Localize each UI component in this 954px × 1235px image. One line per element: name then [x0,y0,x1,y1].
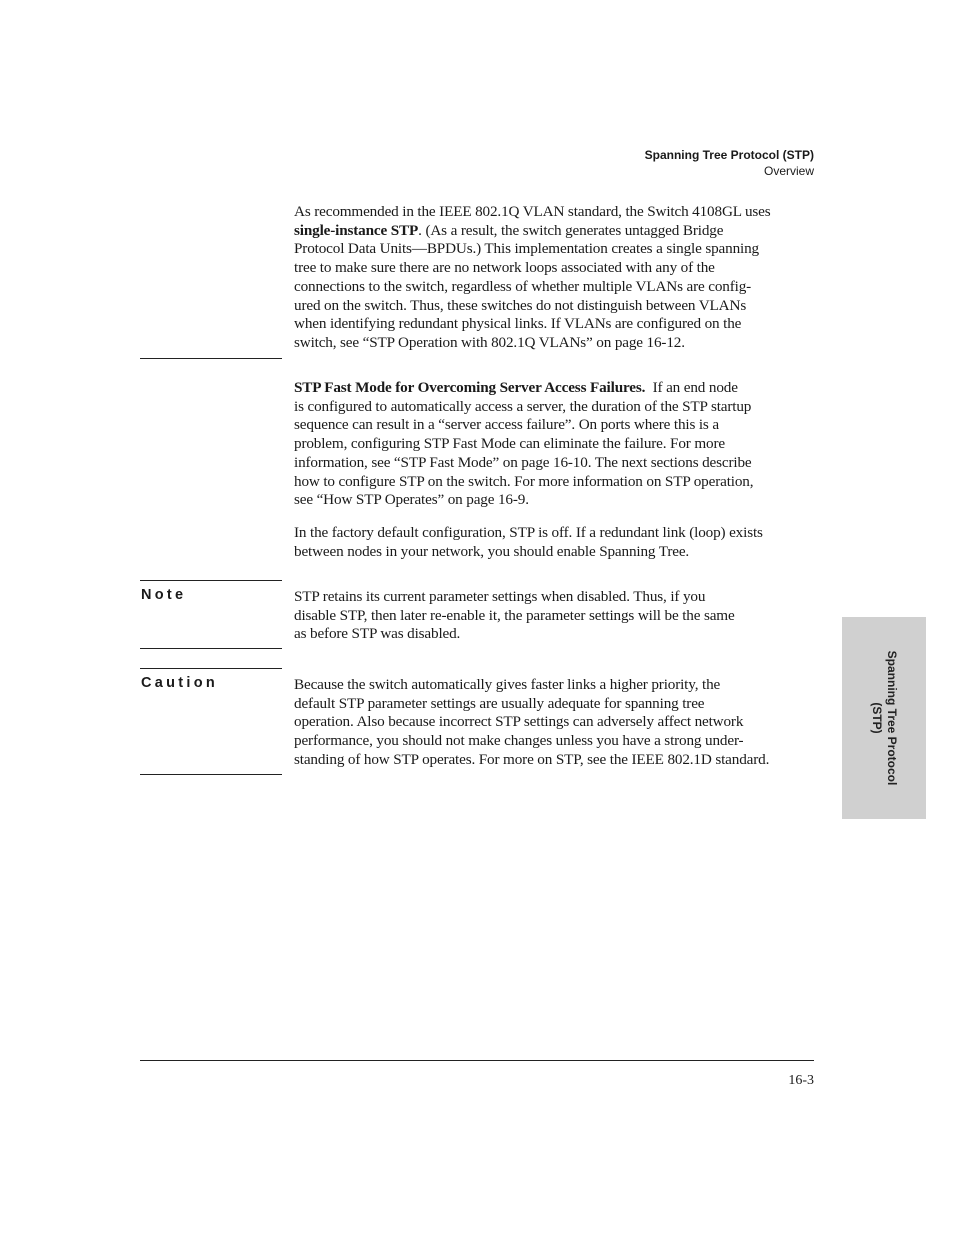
caution-line: Because the switch automatically gives faster links a higher priority, the [294,676,721,693]
page-number: 16-3 [788,1073,814,1088]
fast-mode-line: how to configure STP on the switch. For more information on STP operation, [294,472,754,490]
side-tab-line-1: Spanning Tree Protocol [885,650,899,786]
intro-line-2: single-instance STP. (As a result, the switch generates untagged Bridge [294,221,724,239]
default-config-line: In the factory default configuration, STP is off. If a redundant link (loop) exists [294,524,763,541]
caution-top-rule [140,668,282,669]
fast-mode-line-1: STP Fast Mode for Overcoming Server Access Failures. If an end node [294,379,738,396]
intro-line: when identifying redundant physical links. If VLANs are configured on the [294,315,742,333]
fast-mode-line: is configured to automatically access a server, the duration of the STP startup [294,397,752,415]
default-config-line: between nodes in your network, you should enable Spanning Tree. [294,542,690,560]
note-paragraph [294,588,814,644]
note-top-rule [140,580,282,581]
side-tab-line-2: (STP) [870,702,884,734]
note-line: as before STP was disabled. [294,625,461,643]
intro-paragraph [294,203,814,353]
caution-line: default STP parameter settings are usually adequate for spanning tree [294,694,705,712]
footer-rule [140,1060,814,1061]
note-bottom-rule [140,648,282,649]
intro-line: ured on the switch. Thus, these switches do not distinguish between VLANs [294,296,747,314]
caution-line: performance, you should not make changes unless you have a strong under- [294,732,744,750]
fast-mode-line: sequence can result in a “server access failure”. On ports where this is a [294,416,719,434]
fast-mode-paragraph [294,379,814,510]
note-line: STP retains its current parameter settings when disabled. Thus, if you [294,588,706,605]
note-line: disable STP, then later re-enable it, the parameter settings will be the same [294,606,735,624]
caution-line: standing of how STP operates. For more on STP, see the IEEE 802.1D standard. [294,750,770,768]
running-header-title: Spanning Tree Protocol (STP) [644,148,814,162]
caution-label: Caution [141,675,219,691]
chapter-side-tab [842,617,926,819]
bold-term: single-instance STP [294,221,419,239]
fast-mode-line: see “How STP Operates” on page 16-9. [294,491,529,509]
caution-line: operation. Also because incorrect STP settings can adversely affect network [294,713,744,731]
note-label: Note [141,587,187,603]
intro-line: switch, see “STP Operation with 802.1Q VLANs” on page 16-12. [294,333,685,351]
section-divider [140,358,282,359]
intro-line: Protocol Data Units—BPDUs.) This implementation creates a single spanning [294,240,759,258]
running-header-subtitle: Overview [763,164,814,178]
chapter-side-tab-label [869,628,899,808]
caution-paragraph [294,676,814,770]
fast-mode-heading: STP Fast Mode for Overcoming Server Access Failures. [294,379,646,396]
default-config-paragraph [294,524,814,561]
intro-line: connections to the switch, regardless of whether multiple VLANs are config- [294,277,752,295]
fast-mode-line: information, see “STP Fast Mode” on page 16-10. The next sections describe [294,453,752,471]
intro-line: As recommended in the IEEE 802.1Q VLAN standard, the Switch 4108GL uses [294,203,771,220]
fast-mode-line: problem, configuring STP Fast Mode can eliminate the failure. For more [294,435,725,453]
intro-line: tree to make sure there are no network loops associated with any of the [294,259,715,277]
caution-bottom-rule [140,774,282,775]
